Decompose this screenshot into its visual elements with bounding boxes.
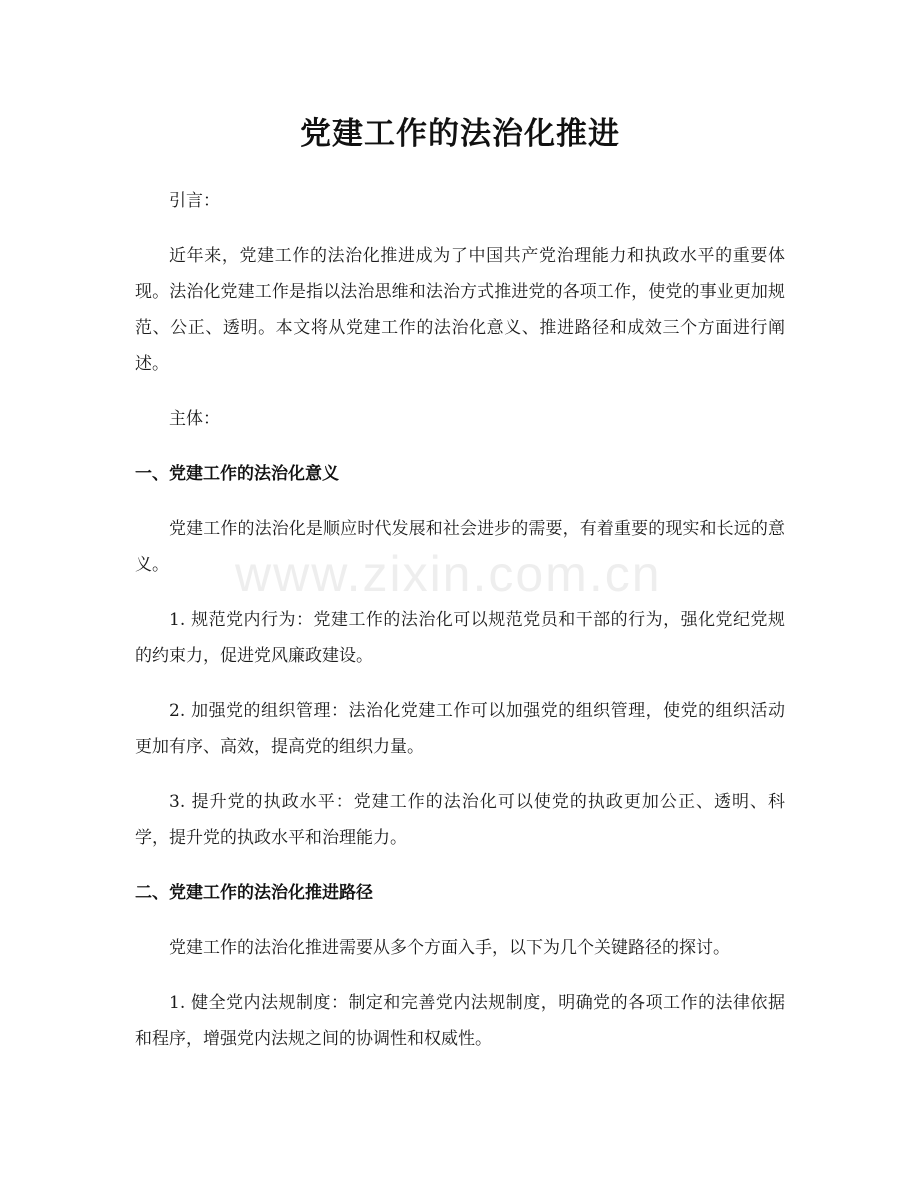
section-heading: 一、党建工作的法治化意义 [135, 464, 339, 484]
paragraph: 党建工作的法治化是顺应时代发展和社会进步的需要，有着重要的现实和长远的意义。 [135, 519, 785, 575]
paragraph: 3. 提升党的执政水平：党建工作的法治化可以使党的执政更加公正、透明、科学，提升党的执政水平和治理能力。 [135, 792, 785, 848]
document-title: 党建工作的法治化推进 [300, 116, 620, 152]
document-body [135, 183, 785, 1076]
paragraph: 主体： [169, 409, 220, 429]
paragraph: 2. 加强党的组织管理：法治化党建工作可以加强党的组织管理，使党的组织活动更加有序、高效，提高党的组织力量。 [135, 701, 785, 757]
watermark: www.zixin.com.cn [235, 546, 662, 602]
paragraph: 近年来，党建工作的法治化推进成为了中国共产党治理能力和执政水平的重要体现。法治化党建工作是指以法治思维和法治方式推进党的各项工作，使党的事业更加规范、公正、透明。本文将从党建工作的法治化意义、推进路径和成效三个方面进行阐述。 [135, 246, 785, 374]
paragraph: 1. 健全党内法规制度：制定和完善党内法规制度，明确党的各项工作的法律依据和程序，增强党内法规之间的协调性和权威性。 [135, 993, 785, 1049]
paragraph: 党建工作的法治化推进需要从多个方面入手，以下为几个关键路径的探讨。 [169, 938, 730, 958]
paragraph: 引言： [169, 191, 220, 211]
section-heading: 二、党建工作的法治化推进路径 [135, 883, 373, 903]
paragraph: 1. 规范党内行为：党建工作的法治化可以规范党员和干部的行为，强化党纪党规的约束力，促进党风廉政建设。 [135, 610, 785, 666]
